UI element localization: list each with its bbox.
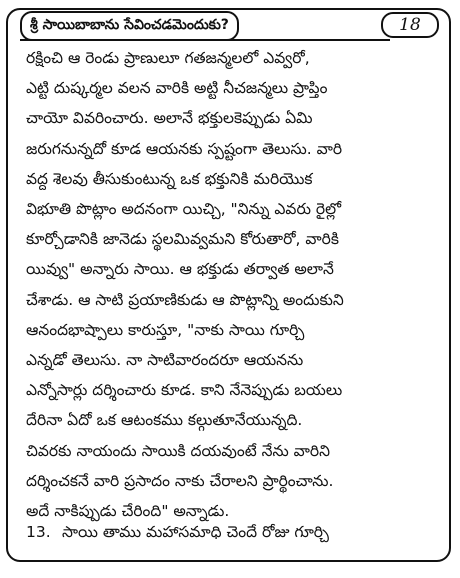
text-line: దర్శించకనే వారి ప్రసాదం నాకు చేరాలని ప్రార్థించాను.: [26, 471, 334, 490]
text-line: విభూతి పొట్లాం అదనంగా యిచ్చి, "నిన్ను ఎవరు రైల్లో: [26, 200, 342, 219]
text-line: చివరకు నాయందు సాయికి దయవుంటే నేను వారిని: [26, 441, 330, 460]
page-header-title: శ్రీ సాయిబాబాను సేవించడమెందుకు?: [20, 11, 239, 41]
header-underline: [20, 39, 390, 41]
text-line: ఎన్నోసార్లు దర్శించారు కూడ. కాని నేనెప్పుడు బయలు: [26, 381, 343, 400]
page-number: 18: [381, 12, 439, 38]
item-text: సాయి తాము మహాసమాధి చెందే రోజు గూర్చి: [62, 523, 329, 541]
text-line: చేశాడు. ఆ సాటి ప్రయాణికుడు ఆ పొట్లాన్ని అందుకుని: [26, 290, 344, 309]
text-line: కూర్చోడానికి జానెడు స్థలమివ్వమని కోరుతారో, వారికి: [26, 230, 339, 249]
text-line: ఎన్నడో తెలుసు. నా సాటివారందరూ ఆయనను: [26, 351, 304, 370]
text-line: జరుగనున్నదో కూడ ఆయనకు స్పష్టంగా తెలుసు. వారి: [26, 139, 343, 158]
text-line: రక్షించి ఆ రెండు ప్రాణులూ గతజన్మలలో ఎవ్వరో,: [26, 49, 310, 67]
numbered-item-13: [26, 518, 441, 546]
text-line: ఎట్టి దుష్కర్మల వలన వారికి అట్టి నీచజన్మలు ప్రాప్తిం: [26, 79, 328, 98]
text-line: దేరినా ఏదో ఒక ఆటంకము కల్గుతూనేయున్నది.: [26, 411, 303, 430]
text-line: యివ్వు" అన్నారు సాయి. ఆ భక్తుడు తర్వాత అలానే: [26, 260, 334, 279]
text-line: చాయో వివరించారు. అలానే భక్తులకెప్పుడు ఏమి: [26, 109, 313, 128]
paragraph-body: [26, 43, 441, 526]
text-line: వద్ద శెలవు తీసుకుంటున్న ఒక భక్తునికి మరియొక: [26, 169, 313, 188]
item-number: 13.: [26, 523, 51, 541]
text-line: ఆనందభాష్పాలు కారుస్తూ, "నాకు సాయి గూర్చి: [26, 320, 305, 339]
text-line: అదే నాకిప్పుడు చేరింది" అన్నాడు.: [26, 502, 230, 521]
